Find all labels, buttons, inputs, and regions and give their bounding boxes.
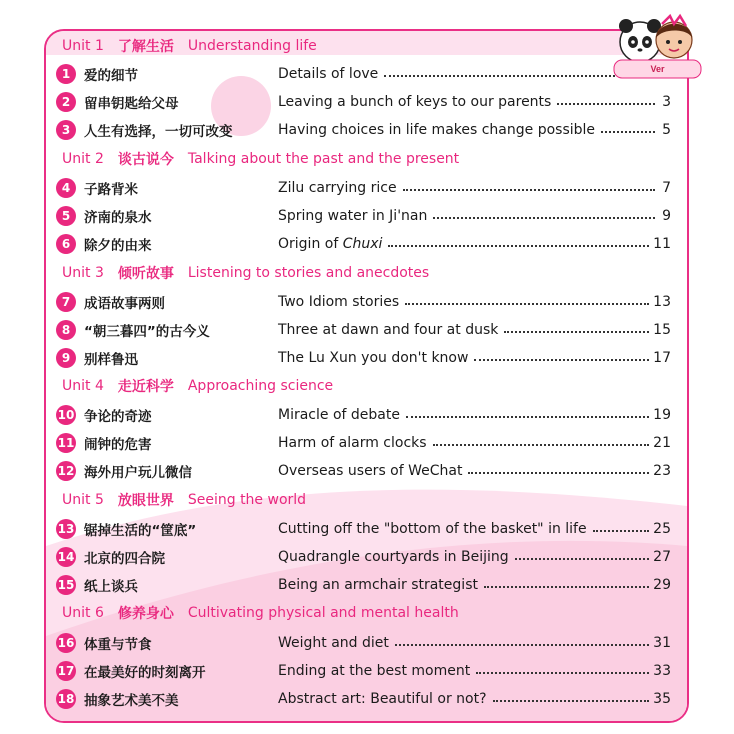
unit-label: Unit 5 <box>62 492 104 508</box>
lesson-title-english: Zilu carrying rice <box>278 180 397 196</box>
lesson-title-english: Abstract art: Beautiful or not? <box>278 691 487 707</box>
lesson-title-english: Being an armchair strategist <box>278 577 478 593</box>
page-number: 35 <box>653 691 671 707</box>
lesson-entry-1[interactable] <box>56 62 671 86</box>
lesson-title-english: Weight and diet <box>278 635 389 651</box>
lesson-number-badge: 10 <box>56 405 76 425</box>
lesson-number-badge: 4 <box>56 178 76 198</box>
logo-text: Ver <box>650 64 665 74</box>
lesson-number-badge: 16 <box>56 633 76 653</box>
page-number: 7 <box>662 180 671 196</box>
unit-title-chinese: 放眼世界 <box>117 493 174 509</box>
lesson-entry-11[interactable] <box>56 431 671 455</box>
lesson-title-english: The Lu Xun you don't know <box>278 350 469 366</box>
lesson-number-badge: 3 <box>56 120 76 140</box>
lesson-entry-17[interactable] <box>56 659 671 683</box>
unit-title-chinese: 倾听故事 <box>117 266 174 282</box>
page-number: 13 <box>653 294 671 310</box>
page-number: 29 <box>653 577 671 593</box>
lesson-title-english: Spring water in Ji'nan <box>278 208 428 224</box>
page-number: 9 <box>662 208 671 224</box>
lesson-entry-13[interactable] <box>56 517 671 541</box>
unit-title-english: Listening to stories and anecdotes <box>187 265 430 281</box>
dot-leader <box>403 189 655 191</box>
lesson-title-chinese: 争论的奇迹 <box>84 409 152 425</box>
page-number: 27 <box>653 549 671 565</box>
dot-leader <box>433 444 650 446</box>
lesson-title-english: Cutting off the "bottom of the basket" in life <box>278 521 587 537</box>
lesson-number-badge: 2 <box>56 92 76 112</box>
unit-label: Unit 6 <box>62 605 104 621</box>
lesson-entry-16[interactable] <box>56 631 671 655</box>
lesson-number-badge: 17 <box>56 661 76 681</box>
lesson-entry-5[interactable] <box>56 204 671 228</box>
page-number: 19 <box>653 407 671 423</box>
page-number: 5 <box>662 122 671 138</box>
dot-leader <box>557 103 655 105</box>
table-of-contents <box>44 29 689 723</box>
lesson-title-chinese: 海外用户玩儿微信 <box>84 465 192 481</box>
dot-leader <box>433 217 655 219</box>
lesson-title-chinese: 济南的泉水 <box>84 210 152 226</box>
lesson-title-english: Leaving a bunch of keys to our parents <box>278 94 552 110</box>
unit-title-english: Seeing the world <box>187 492 307 508</box>
lesson-entry-3[interactable] <box>56 118 671 142</box>
lesson-title-chinese: 别样鲁迅 <box>84 352 138 368</box>
lesson-title-chinese: 体重与节食 <box>84 637 152 653</box>
lesson-title-chinese: 子路背米 <box>84 182 138 198</box>
lesson-entry-14[interactable] <box>56 545 671 569</box>
lesson-title-english <box>278 236 382 252</box>
unit-6-header <box>62 602 459 624</box>
dot-leader <box>601 131 655 133</box>
dot-leader <box>388 245 649 247</box>
panda-mascot-icon <box>610 2 705 94</box>
unit-5-header <box>62 489 306 511</box>
page-number: 31 <box>653 635 671 651</box>
dot-leader <box>474 359 649 361</box>
lesson-title-english: Ending at the best moment <box>278 663 471 679</box>
lesson-title-english: Two Idiom stories <box>278 294 400 310</box>
page-number: 11 <box>653 236 671 252</box>
dot-leader <box>484 586 649 588</box>
unit-4-header <box>62 375 333 397</box>
lesson-entry-15[interactable] <box>56 573 671 597</box>
lesson-title-chinese: 人生有选择，一切可改变 <box>84 124 233 140</box>
dot-leader <box>593 530 650 532</box>
lesson-number-badge: 7 <box>56 292 76 312</box>
lesson-number-badge: 15 <box>56 575 76 595</box>
unit-title-chinese: 走近科学 <box>117 379 174 395</box>
lesson-title-english: Three at dawn and four at dusk <box>278 322 499 338</box>
unit-2-header <box>62 148 459 170</box>
unit-3-header <box>62 262 429 284</box>
lesson-title-english: Miracle of debate <box>278 407 400 423</box>
lesson-title-chinese: 北京的四合院 <box>84 551 165 567</box>
lesson-entry-10[interactable] <box>56 403 671 427</box>
page-number: 33 <box>653 663 671 679</box>
lesson-title-chinese: 抽象艺术美不美 <box>84 693 179 709</box>
lesson-title-chinese: 纸上谈兵 <box>84 579 138 595</box>
dot-leader <box>395 644 649 646</box>
lesson-title-english: Having choices in life makes change possible <box>278 122 596 138</box>
unit-title-chinese: 修养身心 <box>117 606 174 622</box>
page-number: 15 <box>653 322 671 338</box>
dot-leader <box>468 472 649 474</box>
lesson-title-english: Harm of alarm clocks <box>278 435 427 451</box>
lesson-title-chinese: 锯掉生活的“筐底” <box>84 523 197 539</box>
lesson-entry-4[interactable] <box>56 176 671 200</box>
lesson-number-badge: 1 <box>56 64 76 84</box>
lesson-entry-8[interactable] <box>56 318 671 342</box>
lesson-title-chinese: 留串钥匙给父母 <box>84 96 179 112</box>
lesson-title-italic: Chuxi <box>342 236 383 252</box>
lesson-title-chinese: 在最美好的时刻离开 <box>84 665 206 681</box>
unit-label: Unit 3 <box>62 265 104 281</box>
page-number: 3 <box>662 94 671 110</box>
lesson-number-badge: 8 <box>56 320 76 340</box>
page-number: 21 <box>653 435 671 451</box>
lesson-title-english: Details of love <box>278 66 379 82</box>
dot-leader <box>406 416 649 418</box>
lesson-number-badge: 13 <box>56 519 76 539</box>
lesson-entry-18[interactable] <box>56 687 671 711</box>
lesson-title-chinese: 成语故事两则 <box>84 296 165 312</box>
lesson-title-chinese: 爱的细节 <box>84 68 138 84</box>
dot-leader <box>493 700 650 702</box>
lesson-number-badge: 18 <box>56 689 76 709</box>
unit-title-english: Cultivating physical and mental health <box>187 605 459 621</box>
lesson-number-badge: 12 <box>56 461 76 481</box>
brand-logo <box>610 2 705 94</box>
lesson-title-prefix: Origin of <box>278 236 343 252</box>
lesson-title-english: Overseas users of WeChat <box>278 463 463 479</box>
unit-title-english: Understanding life <box>187 38 317 54</box>
unit-title-chinese: 谈古说今 <box>117 152 174 168</box>
unit-title-english: Talking about the past and the present <box>187 151 460 167</box>
lesson-entry-9[interactable] <box>56 346 671 370</box>
unit-title-english: Approaching science <box>187 378 334 394</box>
unit-label: Unit 2 <box>62 151 104 167</box>
dot-leader <box>515 558 650 560</box>
lesson-number-badge: 14 <box>56 547 76 567</box>
lesson-entry-7[interactable] <box>56 290 671 314</box>
dot-leader <box>504 331 649 333</box>
lesson-entry-6[interactable] <box>56 232 671 256</box>
lesson-title-chinese: “朝三暮四”的古今义 <box>84 324 210 340</box>
lesson-number-badge: 9 <box>56 348 76 368</box>
unit-label: Unit 4 <box>62 378 104 394</box>
lesson-title-english: Quadrangle courtyards in Beijing <box>278 549 509 565</box>
lesson-entry-12[interactable] <box>56 459 671 483</box>
lesson-title-chinese: 除夕的由来 <box>84 238 152 254</box>
page-number: 25 <box>653 521 671 537</box>
unit-title-chinese: 了解生活 <box>117 39 174 55</box>
lesson-number-badge: 6 <box>56 234 76 254</box>
dot-leader <box>476 672 649 674</box>
lesson-entry-2[interactable] <box>56 90 671 114</box>
lesson-number-badge: 11 <box>56 433 76 453</box>
unit-1-header <box>62 35 317 57</box>
page-number: 17 <box>653 350 671 366</box>
page-number: 23 <box>653 463 671 479</box>
lesson-title-chinese: 闹钟的危害 <box>84 437 152 453</box>
dot-leader <box>405 303 649 305</box>
lesson-number-badge: 5 <box>56 206 76 226</box>
unit-label: Unit 1 <box>62 38 104 54</box>
